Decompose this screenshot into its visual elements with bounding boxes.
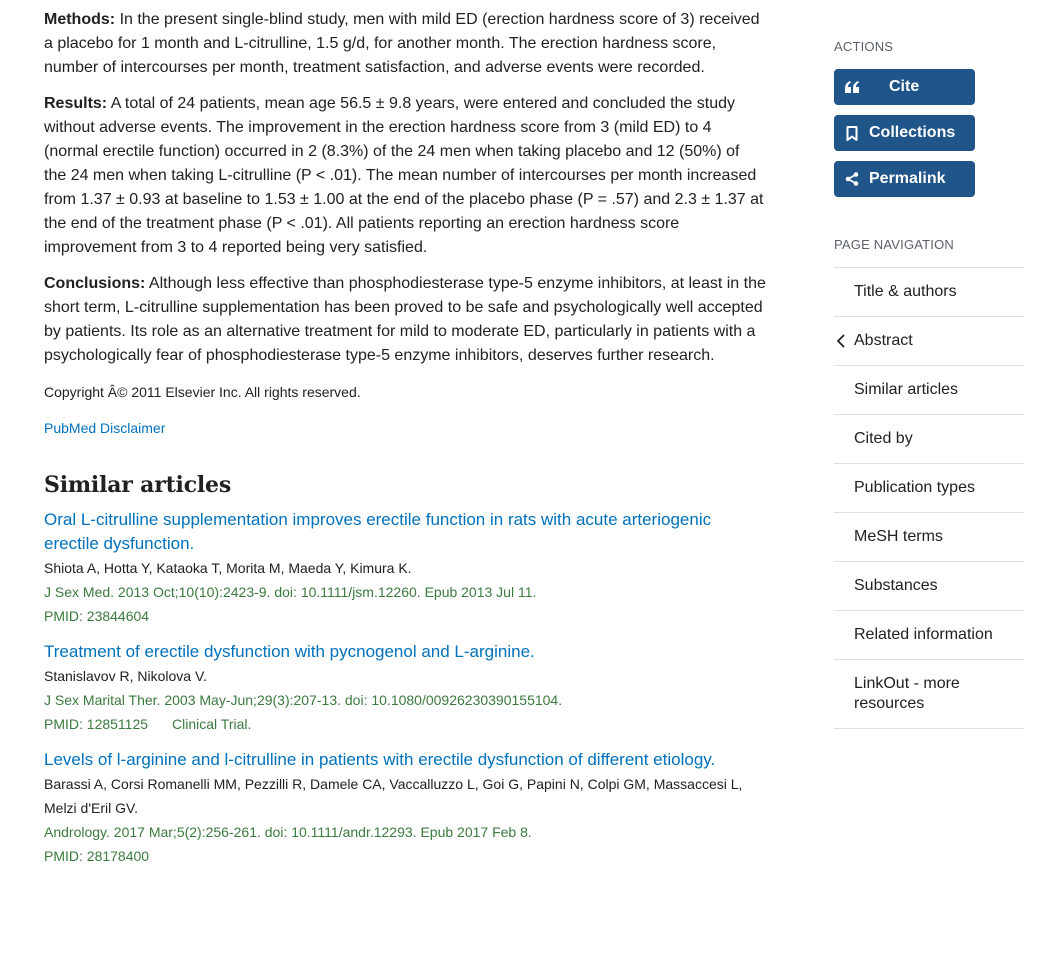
article-title-link[interactable]: Levels of l-arginine and l-citrulline in patients with erectile dysfunction of different etiology. xyxy=(44,750,716,769)
nav-item-label: Substances xyxy=(854,577,938,594)
article-title-link[interactable]: Treatment of erectile dysfunction with pycnogenol and L-arginine. xyxy=(44,642,535,661)
article-citation: J Sex Marital Ther. 2003 May-Jun;29(3):207-13. doi: 10.1080/00926230390155104. xyxy=(44,692,563,708)
copyright-notice: Copyright Â© 2011 Elsevier Inc. All rights reserved. xyxy=(44,384,361,400)
permalink-label: Permalink xyxy=(869,170,946,187)
similar-article-3 xyxy=(44,748,766,868)
actions-heading: ACTIONS xyxy=(834,39,894,54)
collections-button[interactable] xyxy=(834,115,975,151)
article-pmid-row xyxy=(44,604,766,628)
cite-button[interactable] xyxy=(834,69,975,105)
methods-label: Methods: xyxy=(44,11,116,28)
nav-item-label: Related information xyxy=(854,626,993,643)
results-text: A total of 24 patients, mean age 56.5 ± 9.8 years, were entered and concluded the study without adverse events. The improvement in the erection hardness score from 3 (mild ED) to 4 (normal erectile function) occurred in 2 (8.3%) of the 24 men when taking placebo and 12 (50%) of the 24 men when taking L-citrulline (P < .01). The mean number of intercourses per month increased from 1.37 ± 0.93 at baseline to 1.53 ± 1.00 at the end of the placebo phase (P = .57) and 2.3 ± 1.37 at the end of the treatment phase (P < .01). All patients reporting an erection hardness score improvement from 3 to 4 reported being very satisfied. xyxy=(44,95,764,256)
abstract-conclusions xyxy=(44,272,766,368)
abstract-results xyxy=(44,92,766,260)
nav-item-mesh-terms[interactable] xyxy=(834,513,1024,562)
nav-item-label: Publication types xyxy=(854,479,975,496)
article-authors: Shiota A, Hotta Y, Kataoka T, Morita M, Maeda Y, Kimura K. xyxy=(44,560,412,576)
nav-item-cited-by[interactable] xyxy=(834,415,1024,464)
nav-item-linkout[interactable] xyxy=(834,660,1024,729)
nav-item-label: MeSH terms xyxy=(854,528,943,545)
article-pmid-row xyxy=(44,712,766,736)
nav-item-label: Abstract xyxy=(854,332,913,349)
methods-text: In the present single-blind study, men with mild ED (erection hardness score of 3) received a placebo for 1 month and L-citrulline, 1.5 g/d, for another month. The erection hardness score, number of intercourses per month, treatment satisfaction, and adverse events were recorded. xyxy=(44,11,760,76)
nav-item-label: LinkOut - more resources xyxy=(854,675,960,712)
collections-label: Collections xyxy=(869,124,956,141)
similar-article-2 xyxy=(44,640,766,736)
nav-item-label: Similar articles xyxy=(854,381,959,398)
article-pmid: PMID: 28178400 xyxy=(44,848,150,864)
main-content xyxy=(44,8,766,880)
article-pmid-row xyxy=(44,844,766,868)
similar-article-1 xyxy=(44,508,766,628)
permalink-button[interactable] xyxy=(834,161,975,197)
nav-item-title-authors[interactable] xyxy=(834,268,1024,317)
abstract-methods xyxy=(44,8,766,80)
article-pmid: PMID: 12851125 xyxy=(44,716,149,732)
article-pmid: PMID: 23844604 xyxy=(44,608,150,624)
cite-label: Cite xyxy=(889,78,920,95)
quote-icon xyxy=(834,81,869,93)
nav-item-abstract[interactable] xyxy=(834,317,1024,366)
page-navigation xyxy=(834,267,1024,729)
nav-item-similar-articles[interactable] xyxy=(834,366,1024,415)
nav-item-related-information[interactable] xyxy=(834,611,1024,660)
conclusions-label: Conclusions: xyxy=(44,275,146,292)
nav-item-label: Cited by xyxy=(854,430,913,447)
nav-item-publication-types[interactable] xyxy=(834,464,1024,513)
article-citation: J Sex Med. 2013 Oct;10(10):2423-9. doi: 10.1111/jsm.12260. Epub 2013 Jul 11. xyxy=(44,584,537,600)
results-label: Results: xyxy=(44,95,108,112)
similar-articles-heading: Similar articles xyxy=(44,472,232,498)
publication-type: Clinical Trial. xyxy=(172,716,252,732)
page-navigation-heading: PAGE NAVIGATION xyxy=(834,237,955,252)
chevron-left-icon xyxy=(836,334,846,348)
share-icon xyxy=(834,172,869,186)
bookmark-icon xyxy=(834,126,869,141)
article-authors: Stanislavov R, Nikolova V. xyxy=(44,668,207,684)
nav-item-label: Title & authors xyxy=(854,283,957,300)
article-title-link[interactable]: Oral L-citrulline supplementation improves erectile function in rats with acute arteriogenic erectile dysfunction. xyxy=(44,510,712,553)
conclusions-text: Although less effective than phosphodiesterase type-5 enzyme inhibitors, at least in the short term, L-citrulline supplementation has been proved to be safe and psychologically well accepted by patients. Its role as an alternative treatment for mild to moderate ED, particularly in patients with a psychologically fear of phosphodiesterase type-5 enzyme inhibitors, deserves further research. xyxy=(44,275,766,364)
pubmed-disclaimer-link[interactable]: PubMed Disclaimer xyxy=(44,420,166,436)
article-citation: Andrology. 2017 Mar;5(2):256-261. doi: 10.1111/andr.12293. Epub 2017 Feb 8. xyxy=(44,824,532,840)
article-authors: Barassi A, Corsi Romanelli MM, Pezzilli R, Damele CA, Vaccalluzzo L, Goi G, Papini N, Colpi GM, Massaccesi L, Melzi d'Eril GV. xyxy=(44,776,743,816)
nav-item-substances[interactable] xyxy=(834,562,1024,611)
